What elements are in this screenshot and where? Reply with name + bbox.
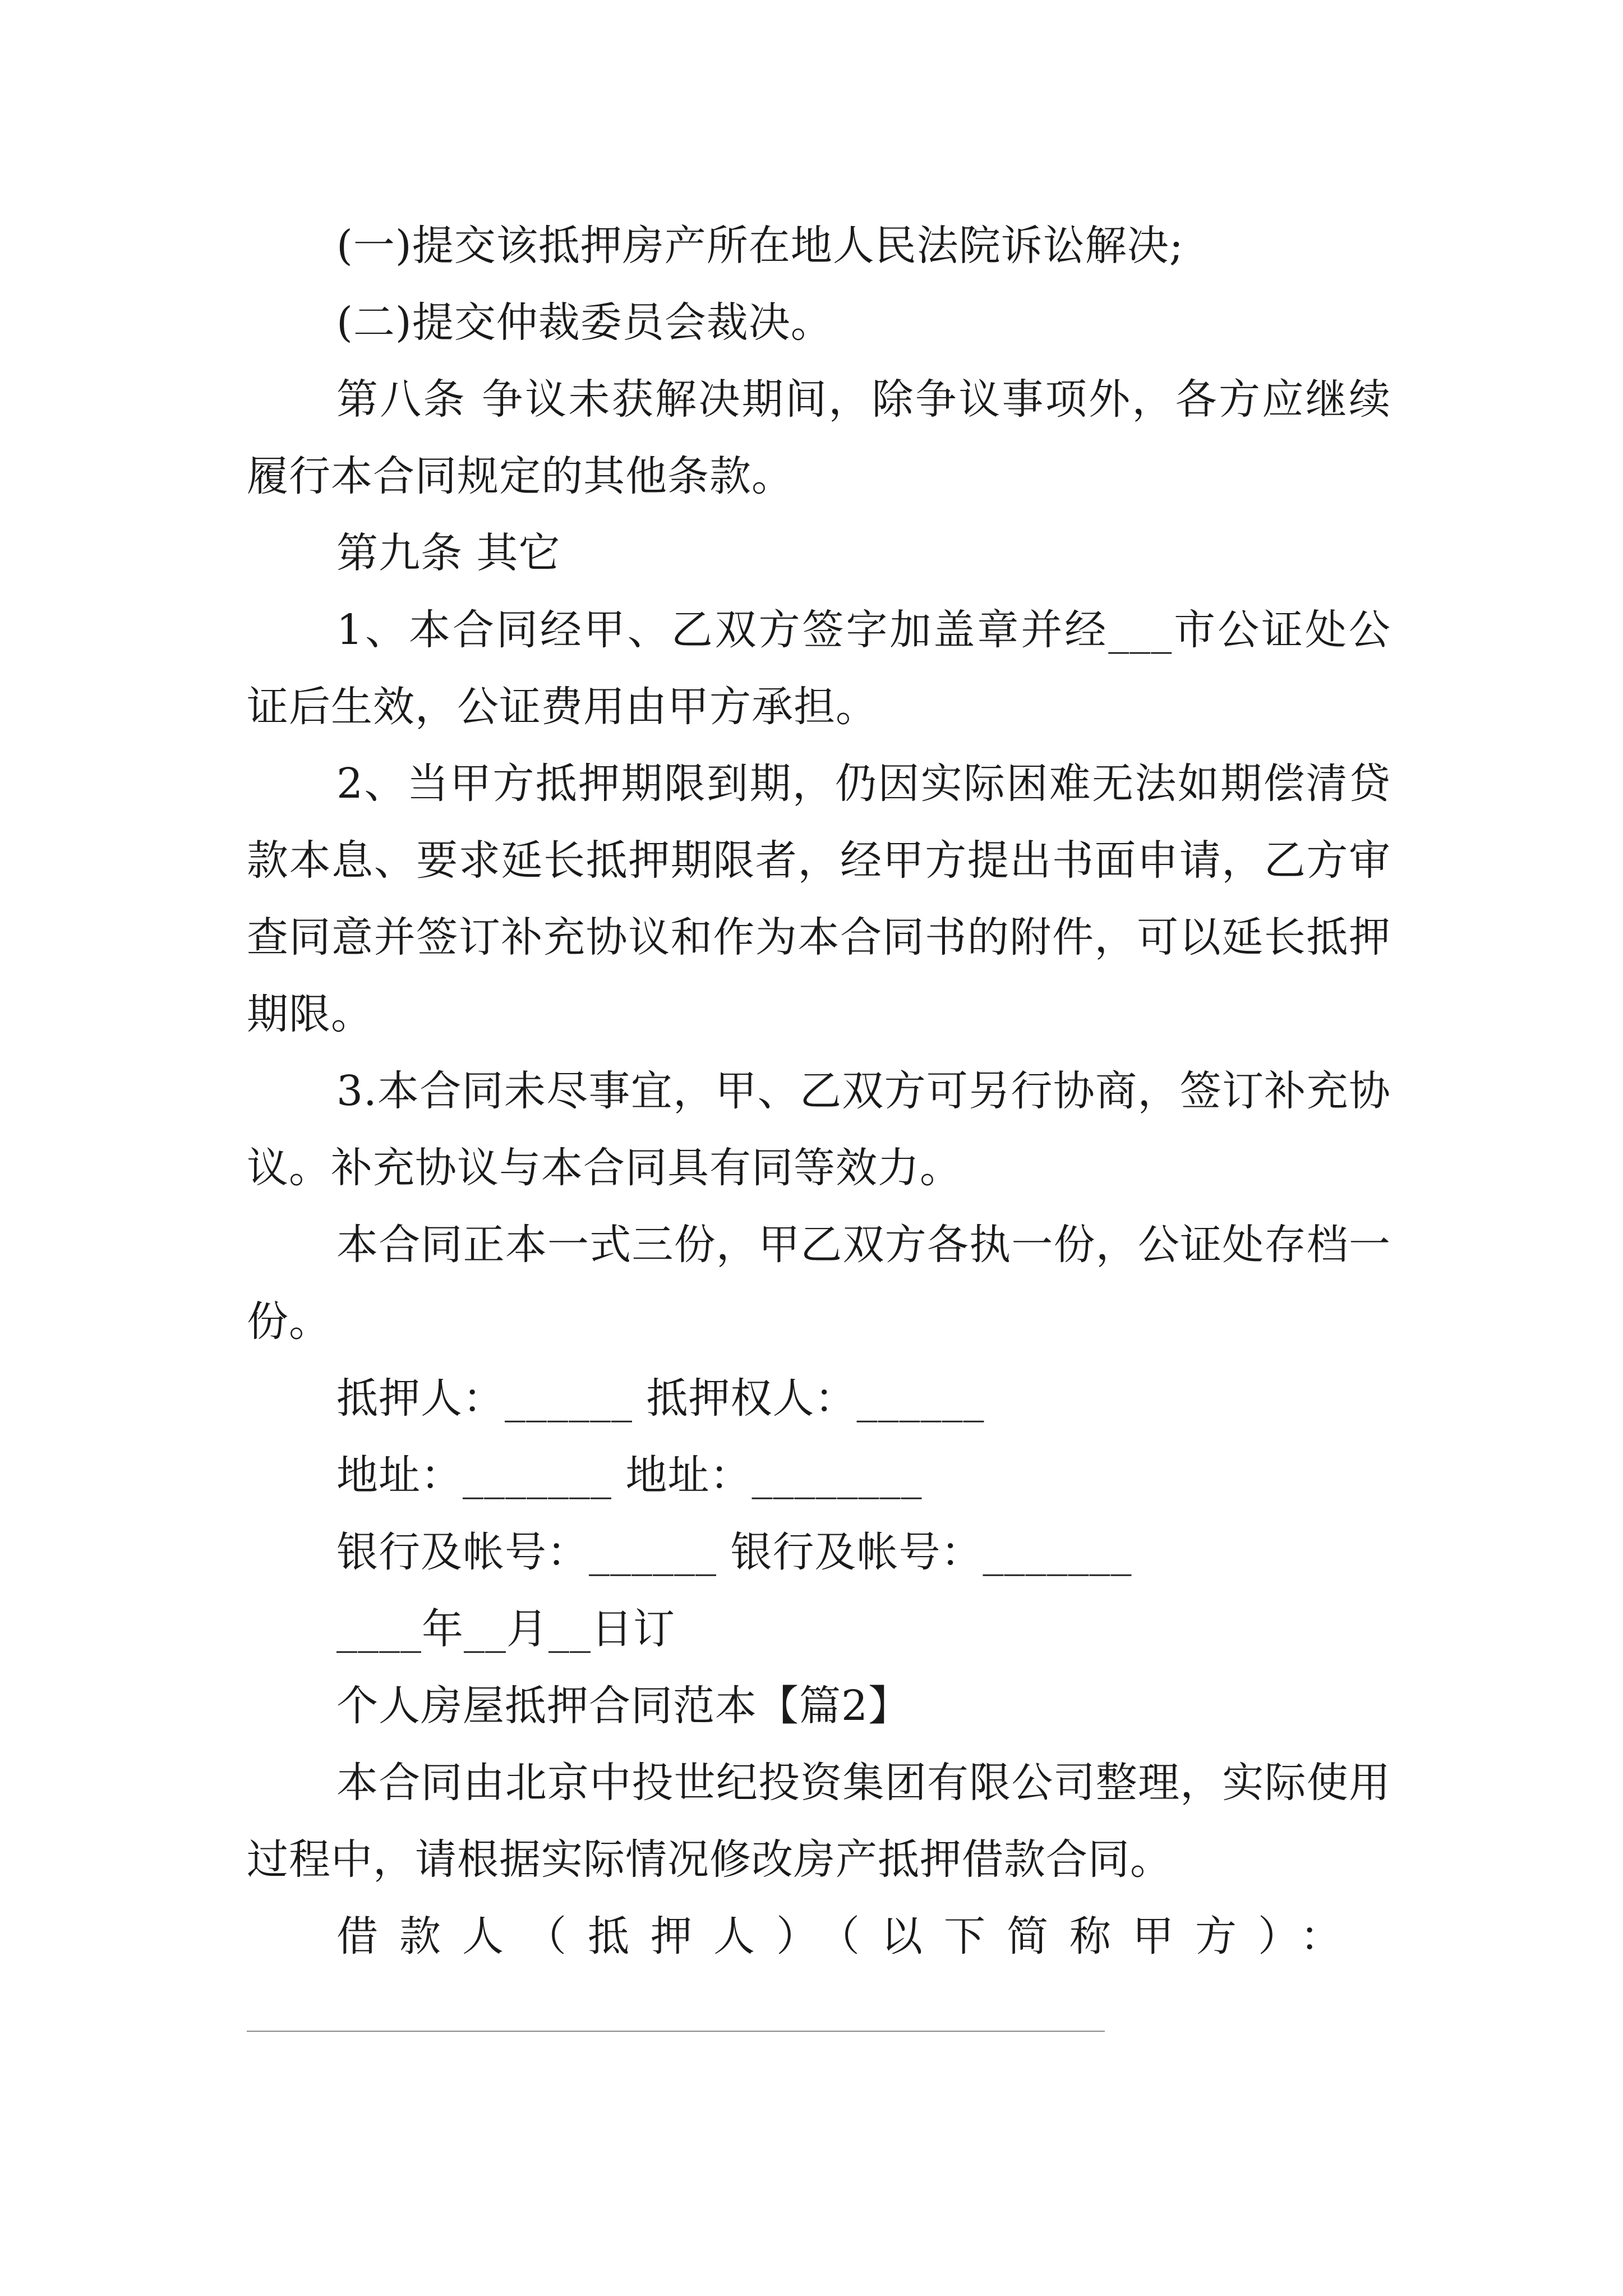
article-nine-item-3: 3.本合同未尽事宜，甲、乙双方可另行协商，签订补充协议。补充协议与本合同具有同等效力。 — [247, 1067, 1391, 1192]
clause-item-1: (一)提交该抵押房产所在地人民法院诉讼解决; — [336, 222, 1184, 270]
footer-divider — [247, 2031, 1105, 2032]
source-note: 本合同由北京中投世纪投资集团有限公司整理，实际使用过程中，请根据实际情况修改房产抵押借款合同。 — [247, 1759, 1391, 1884]
article-nine-item-1: 1、本合同经甲、乙双方签字加盖章并经___市公证处公证后生效，公证费用由甲方承担。 — [247, 606, 1391, 731]
section-title: 个人房屋抵押合同范本【篇2】 — [336, 1682, 911, 1730]
document-body — [247, 208, 1391, 1975]
article-eight: 第八条 争议未获解决期间，除争议事项外，各方应继续履行本合同规定的其他条款。 — [247, 375, 1391, 500]
signature-bank-line: 银行及帐号：______ 银行及帐号：_______ — [336, 1528, 1132, 1576]
article-nine-heading: 第九条 其它 — [336, 529, 561, 577]
signature-mortgagor-line: 抵押人：______ 抵押权人：______ — [336, 1374, 985, 1423]
article-nine-item-2: 2、当甲方抵押期限到期，仍因实际困难无法如期偿清贷款本息、要求延长抵押期限者，经甲方提出书面申请，乙方审查同意并签订补充协议和作为本合同书的附件，可以延长抵押期限。 — [247, 760, 1391, 1038]
borrower-line: 借款人（抵押人）（以下简称甲方）： — [336, 1912, 1363, 1961]
signature-address-line: 地址：_______ 地址：________ — [336, 1451, 923, 1499]
copies-statement: 本合同正本一式三份，甲乙双方各执一份，公证处存档一份。 — [247, 1221, 1391, 1346]
signature-date-line: ____年__月__日订 — [336, 1605, 675, 1653]
clause-item-2: (二)提交仲裁委员会裁决。 — [336, 298, 833, 347]
